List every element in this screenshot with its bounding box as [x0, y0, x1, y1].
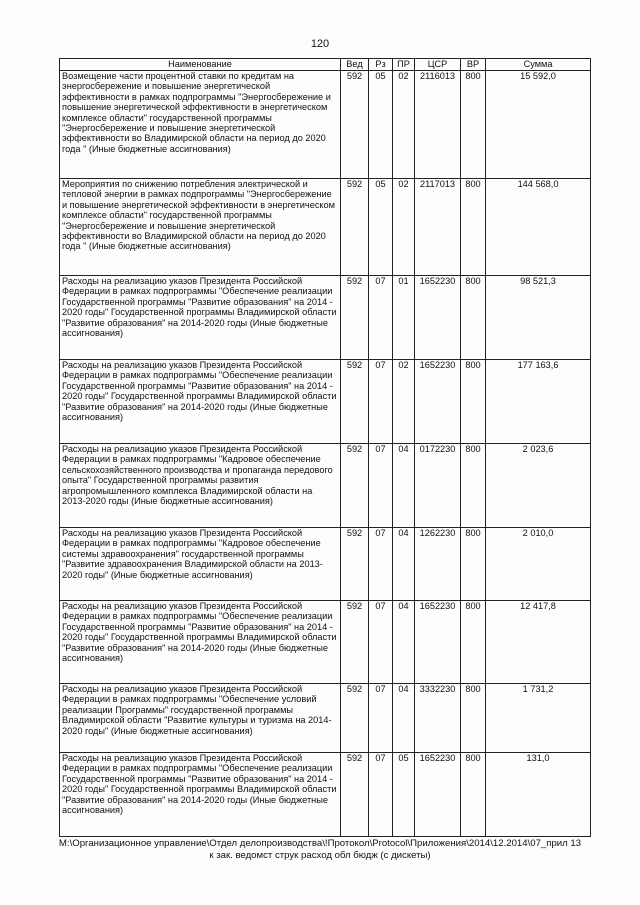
footer-line-2: к зак. ведомст струк расход обл бюдж (с дискеты): [209, 850, 431, 861]
row-sum: 131,0: [486, 753, 591, 837]
table-row: [60, 71, 591, 179]
row-pr: 01: [393, 276, 415, 360]
row-ved: 592: [341, 444, 369, 528]
row-vr: 800: [461, 601, 486, 684]
row-rz: 07: [369, 753, 393, 837]
row-vr: 800: [461, 179, 486, 276]
row-name: Расходы на реализацию указов Президента Российской Федерации в рамках подпрограммы "Обеспечение реализации Государственной программы "Развитие образования" на 2014 - 2020 годы" Государственной программы Владимирской области "Развитие образования" на 2014-2020 годы (Иные бюджетные ассигнования): [60, 276, 341, 360]
row-sum: 15 592,0: [486, 71, 591, 179]
table-header-row: [60, 59, 591, 71]
row-vr: 800: [461, 684, 486, 753]
column-header-ved: Вед: [341, 59, 369, 71]
row-sum: 177 163,6: [486, 360, 591, 444]
row-vr: 800: [461, 753, 486, 837]
table-row: [60, 528, 591, 601]
row-csr: 2117013: [415, 179, 461, 276]
row-ved: 592: [341, 179, 369, 276]
table-row: [60, 684, 591, 753]
table-row: [60, 601, 591, 684]
column-header-name: Наименование: [60, 59, 341, 71]
table-row: [60, 179, 591, 276]
row-name: Расходы на реализацию указов Президента Российской Федерации в рамках подпрограммы "Обеспечение реализации Государственной программы "Развитие образования" на 2014 - 2020 годы" Государственной программы Владимирской области "Развитие образования" на 2014-2020 годы (Иные бюджетные ассигнования): [60, 360, 341, 444]
table-row: [60, 360, 591, 444]
row-csr: 1652230: [415, 360, 461, 444]
column-header-csr: ЦСР: [415, 59, 461, 71]
row-ved: 592: [341, 360, 369, 444]
row-name: Мероприятия по снижению потребления электрической и тепловой энергии в рамках подпрограммы "Энергосбережение и повышение энергетической эффективности в энергетическом комплексе области" государственной программы "Энергосбережение и повышение энергетической эффективности во Владимирской области на период до 2020 года " (Иные бюджетные ассигнования): [60, 179, 341, 276]
row-pr: 04: [393, 528, 415, 601]
row-vr: 800: [461, 444, 486, 528]
row-vr: 800: [461, 71, 486, 179]
row-sum: 98 521,3: [486, 276, 591, 360]
row-csr: 2116013: [415, 71, 461, 179]
row-csr: 1652230: [415, 276, 461, 360]
table-row: [60, 753, 591, 837]
row-csr: 3332230: [415, 684, 461, 753]
row-name: Расходы на реализацию указов Президента Российской Федерации в рамках подпрограммы "Кадровое обеспечение сельскохозяйственного производства и пропаганда передового опыта" Государственной программы развития агропромышленного комплекса Владимирской области на 2013-2020 годы (Иные бюджетные ассигнования): [60, 444, 341, 528]
row-ved: 592: [341, 276, 369, 360]
row-ved: 592: [341, 753, 369, 837]
row-rz: 07: [369, 444, 393, 528]
row-sum: 144 568,0: [486, 179, 591, 276]
footer-line-1: M:\Организационное управление\Отдел делопроизводства\!Протокол\Protocol\Приложения\2014\12.2014\07_прил 13: [58, 838, 582, 849]
column-header-vr: ВР: [461, 59, 486, 71]
row-vr: 800: [461, 360, 486, 444]
row-csr: 1652230: [415, 753, 461, 837]
row-vr: 800: [461, 276, 486, 360]
row-name: Возмещение части процентной ставки по кредитам на энергосбережение и повышение энергетической эффективности в рамках подпрограммы "Энергосбережение и повышение энергетической эффективности в энергетическом комплексе области" государственной программы "Энергосбережение и повышение энергетической эффективности во Владимирской области на период до 2020 года " (Иные бюджетные ассигнования): [60, 71, 341, 179]
column-header-sum: Сумма: [486, 59, 591, 71]
row-csr: 1652230: [415, 601, 461, 684]
row-pr: 05: [393, 753, 415, 837]
row-vr: 800: [461, 528, 486, 601]
row-ved: 592: [341, 71, 369, 179]
row-name: Расходы на реализацию указов Президента Российской Федерации в рамках подпрограммы "Обеспечение условий реализации Программы" государственной программы Владимирской области "Развитие культуры и туризма на 2014-2020 годы" (Иные бюджетные ассигнования): [60, 684, 341, 753]
row-rz: 07: [369, 360, 393, 444]
row-rz: 07: [369, 276, 393, 360]
column-header-pr: ПР: [393, 59, 415, 71]
row-pr: 04: [393, 444, 415, 528]
row-pr: 02: [393, 360, 415, 444]
row-rz: 07: [369, 601, 393, 684]
row-pr: 04: [393, 601, 415, 684]
row-csr: 1262230: [415, 528, 461, 601]
row-ved: 592: [341, 601, 369, 684]
row-rz: 07: [369, 684, 393, 753]
row-sum: 12 417,8: [486, 601, 591, 684]
row-ved: 592: [341, 528, 369, 601]
row-name: Расходы на реализацию указов Президента Российской Федерации в рамках подпрограммы "Обеспечение реализации Государственной программы "Развитие образования" на 2014 - 2020 годы" Государственной программы Владимирской области "Развитие образования" на 2014-2020 годы (Иные бюджетные ассигнования): [60, 601, 341, 684]
row-rz: 05: [369, 71, 393, 179]
row-pr: 02: [393, 71, 415, 179]
row-name: Расходы на реализацию указов Президента Российской Федерации в рамках подпрограммы "Кадровое обеспечение системы здравоохранения" государственной программы "Развитие здравоохранения Владимирской области на 2013-2020 годы" (Иные бюджетные ассигнования): [60, 528, 341, 601]
row-ved: 592: [341, 684, 369, 753]
footer-file-path: [0, 838, 640, 862]
row-pr: 02: [393, 179, 415, 276]
row-sum: 1 731,2: [486, 684, 591, 753]
column-header-rz: Рз: [369, 59, 393, 71]
row-name: Расходы на реализацию указов Президента Российской Федерации в рамках подпрограммы "Обеспечение реализации Государственной программы "Развитие образования" на 2014 - 2020 годы" Государственной программы Владимирской области "Развитие образования" на 2014-2020 годы (Иные бюджетные ассигнования): [60, 753, 341, 837]
row-rz: 07: [369, 528, 393, 601]
row-rz: 05: [369, 179, 393, 276]
table-row: [60, 444, 591, 528]
budget-table: [59, 58, 591, 837]
table-row: [60, 276, 591, 360]
page-number: 120: [310, 38, 330, 50]
row-pr: 04: [393, 684, 415, 753]
row-csr: 0172230: [415, 444, 461, 528]
row-sum: 2 010,0: [486, 528, 591, 601]
row-sum: 2 023,6: [486, 444, 591, 528]
